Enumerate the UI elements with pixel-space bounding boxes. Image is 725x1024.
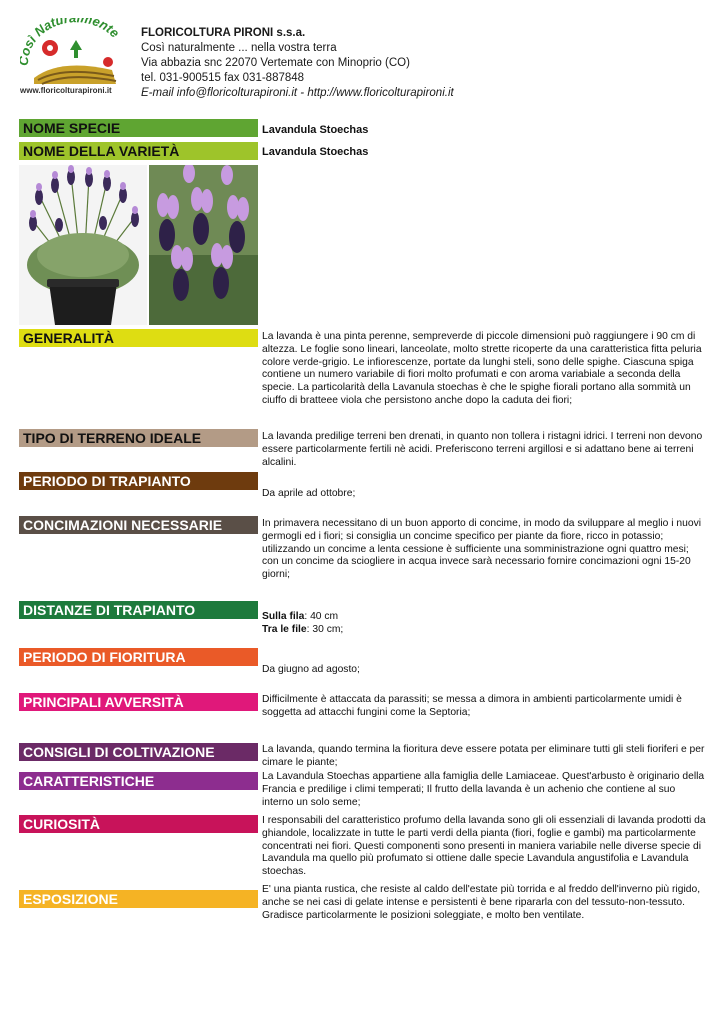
section-bar-esposizione: ESPOSIZIONE (19, 890, 258, 908)
section-bar-curiosita: CURIOSITÀ (19, 815, 258, 833)
distanze-tra (262, 624, 708, 637)
distanze-tra-value: : 30 cm; (306, 623, 344, 635)
company-email[interactable]: E-mail info@floricolturapironi.it - http://www.floricolturapironi.it (141, 87, 454, 99)
plant-photo-closeup (149, 165, 258, 325)
section-bar-nome-specie: NOME SPECIE (19, 119, 258, 137)
concimazioni-text: In primavera necessitano di un buon apporto di concime, in modo da sviluppare al meglio i nuovi germogli ed i fiori; si consiglia un concime specifico per piante da fiore, ricco in potassio; utilizzando un concime a lenta cessione è sufficiente una somministrazione ogni quattro mesi; con un concime da sciogliere in acqua invece sarà necessario fornire concimazioni ogni 15-20 giorni; (262, 518, 702, 581)
company-address: Via abbazia snc 22070 Vertemate con Minoprio (CO) (141, 57, 410, 69)
section-bar-terreno: TIPO DI TERRENO IDEALE (19, 429, 258, 447)
logo-graphic (20, 18, 128, 88)
logo-url: www.floricolturapironi.it (20, 86, 112, 95)
distanze-fila-label: Sulla fila (262, 611, 305, 622)
caratteristiche-text: La Lavandula Stoechas appartiene alla famiglia delle Lamiaceae. Quest'arbusto è originario della Francia e predilige i climi temperati; Il frutto della lavanda è un achenio che contiene al suo interno un solo seme; (262, 771, 705, 808)
logo-arc-text: sì Natur mente (20, 18, 123, 51)
consigli-text: La lavanda, quando termina la fioritura deve essere potata per eliminare tutti gli steli fioriferi e per cimare le piante; (262, 744, 705, 768)
nome-varieta-value: Lavandula Stoechas (262, 146, 369, 158)
distanze-fila-value: : 40 cm (304, 611, 339, 622)
nome-specie-value: Lavandula Stoechas (262, 124, 369, 136)
company-info (141, 26, 454, 101)
distanze-tra-label: Tra le file (262, 623, 307, 635)
terreno-text: La lavanda predilige terreni ben drenati, in quanto non tollera i ristagni idrici. I terreni non devono essere particolarmente fertili nè acidi. Preferiscono terreni argillosi e si adattano bene ai terreni alcalini. (262, 431, 703, 468)
section-bar-fioritura: PERIODO DI FIORITURA (19, 648, 258, 666)
section-bar-caratteristiche: CARATTERISTICHE (19, 772, 258, 790)
section-bar-nome-varieta: NOME DELLA VARIETÀ (19, 142, 258, 160)
esposizione-text: E' una pianta rustica, che resiste al caldo dell'estate più torrida e al freddo dell'inverno più rigido, anche se nei casi di gelate intense e persistenti è bene ripararla con del tessuto-non-tessuto. Gradisce particolarmente le posizioni soleggiate, e molto ben ventilate. (262, 884, 701, 921)
curiosita-text: I responsabili del caratteristico profumo della lavanda sono gli oli essenziali di lavanda prodotti da ghiandole, localizzate in tutte le parti verdi della pianta (fiori, foglie e gambi) ma particolarmente concentrati nei fiori. Questi componenti sono presenti in maniera variabile nelle diverse specie di Lavandula ma quello più profumato si ottiene dalle specie Lavandula angustifolia e Lavandula stoechas. (262, 815, 706, 878)
section-bar-generalita: GENERALITÀ (19, 329, 258, 347)
section-bar-consigli: CONSIGLI DI COLTIVAZIONE (19, 743, 258, 761)
generalita-text: La lavanda è una pinta perenne, sempreverde di piccole dimensioni può raggiungere i 90 cm di altezza. Le foglie sono lineari, lanceolate, molto strette ricoperte da una caratteristica fitta peluria colore verde-grigio. Le infiorescenze, portate da lunghi steli, sono delle spighe. Ciascuna spiga contiene un numero variabile di fiori molto profumati e con aroma variabiale a seconda della specie. La particolarità della Lavanula stoechas è che le spighe fiorali portano alla sommità un ciuffo di bratteee viola che persistono anche dopo la caduta dei fiori; (262, 331, 702, 406)
distanze-text (262, 611, 708, 637)
section-bar-trapianto: PERIODO DI TRAPIANTO (19, 472, 258, 490)
plant-photo-pot (19, 165, 147, 325)
section-bar-distanze: DISTANZE DI TRAPIANTO (19, 601, 258, 619)
fioritura-text: Da giugno ad agosto; (262, 664, 360, 675)
section-bar-concimazioni: CONCIMAZIONI NECESSARIE (19, 516, 258, 534)
company-phone: tel. 031-900515 fax 031-887848 (141, 72, 305, 84)
section-bar-avversita: PRINCIPALI AVVERSITÀ (19, 693, 258, 711)
distanze-fila (262, 611, 708, 624)
company-name: FLORICOLTURA PIRONI s.s.a. (141, 27, 306, 39)
avversita-text: Difficilmente è attaccata da parassiti; se messa a dimora in ambienti particolarmente umidi è soggetta ad attacchi fungini come la Septoria; (262, 694, 682, 718)
trapianto-text: Da aprile ad ottobre; (262, 488, 356, 499)
company-tagline: Così naturalmente ... nella vostra terra (141, 42, 337, 54)
